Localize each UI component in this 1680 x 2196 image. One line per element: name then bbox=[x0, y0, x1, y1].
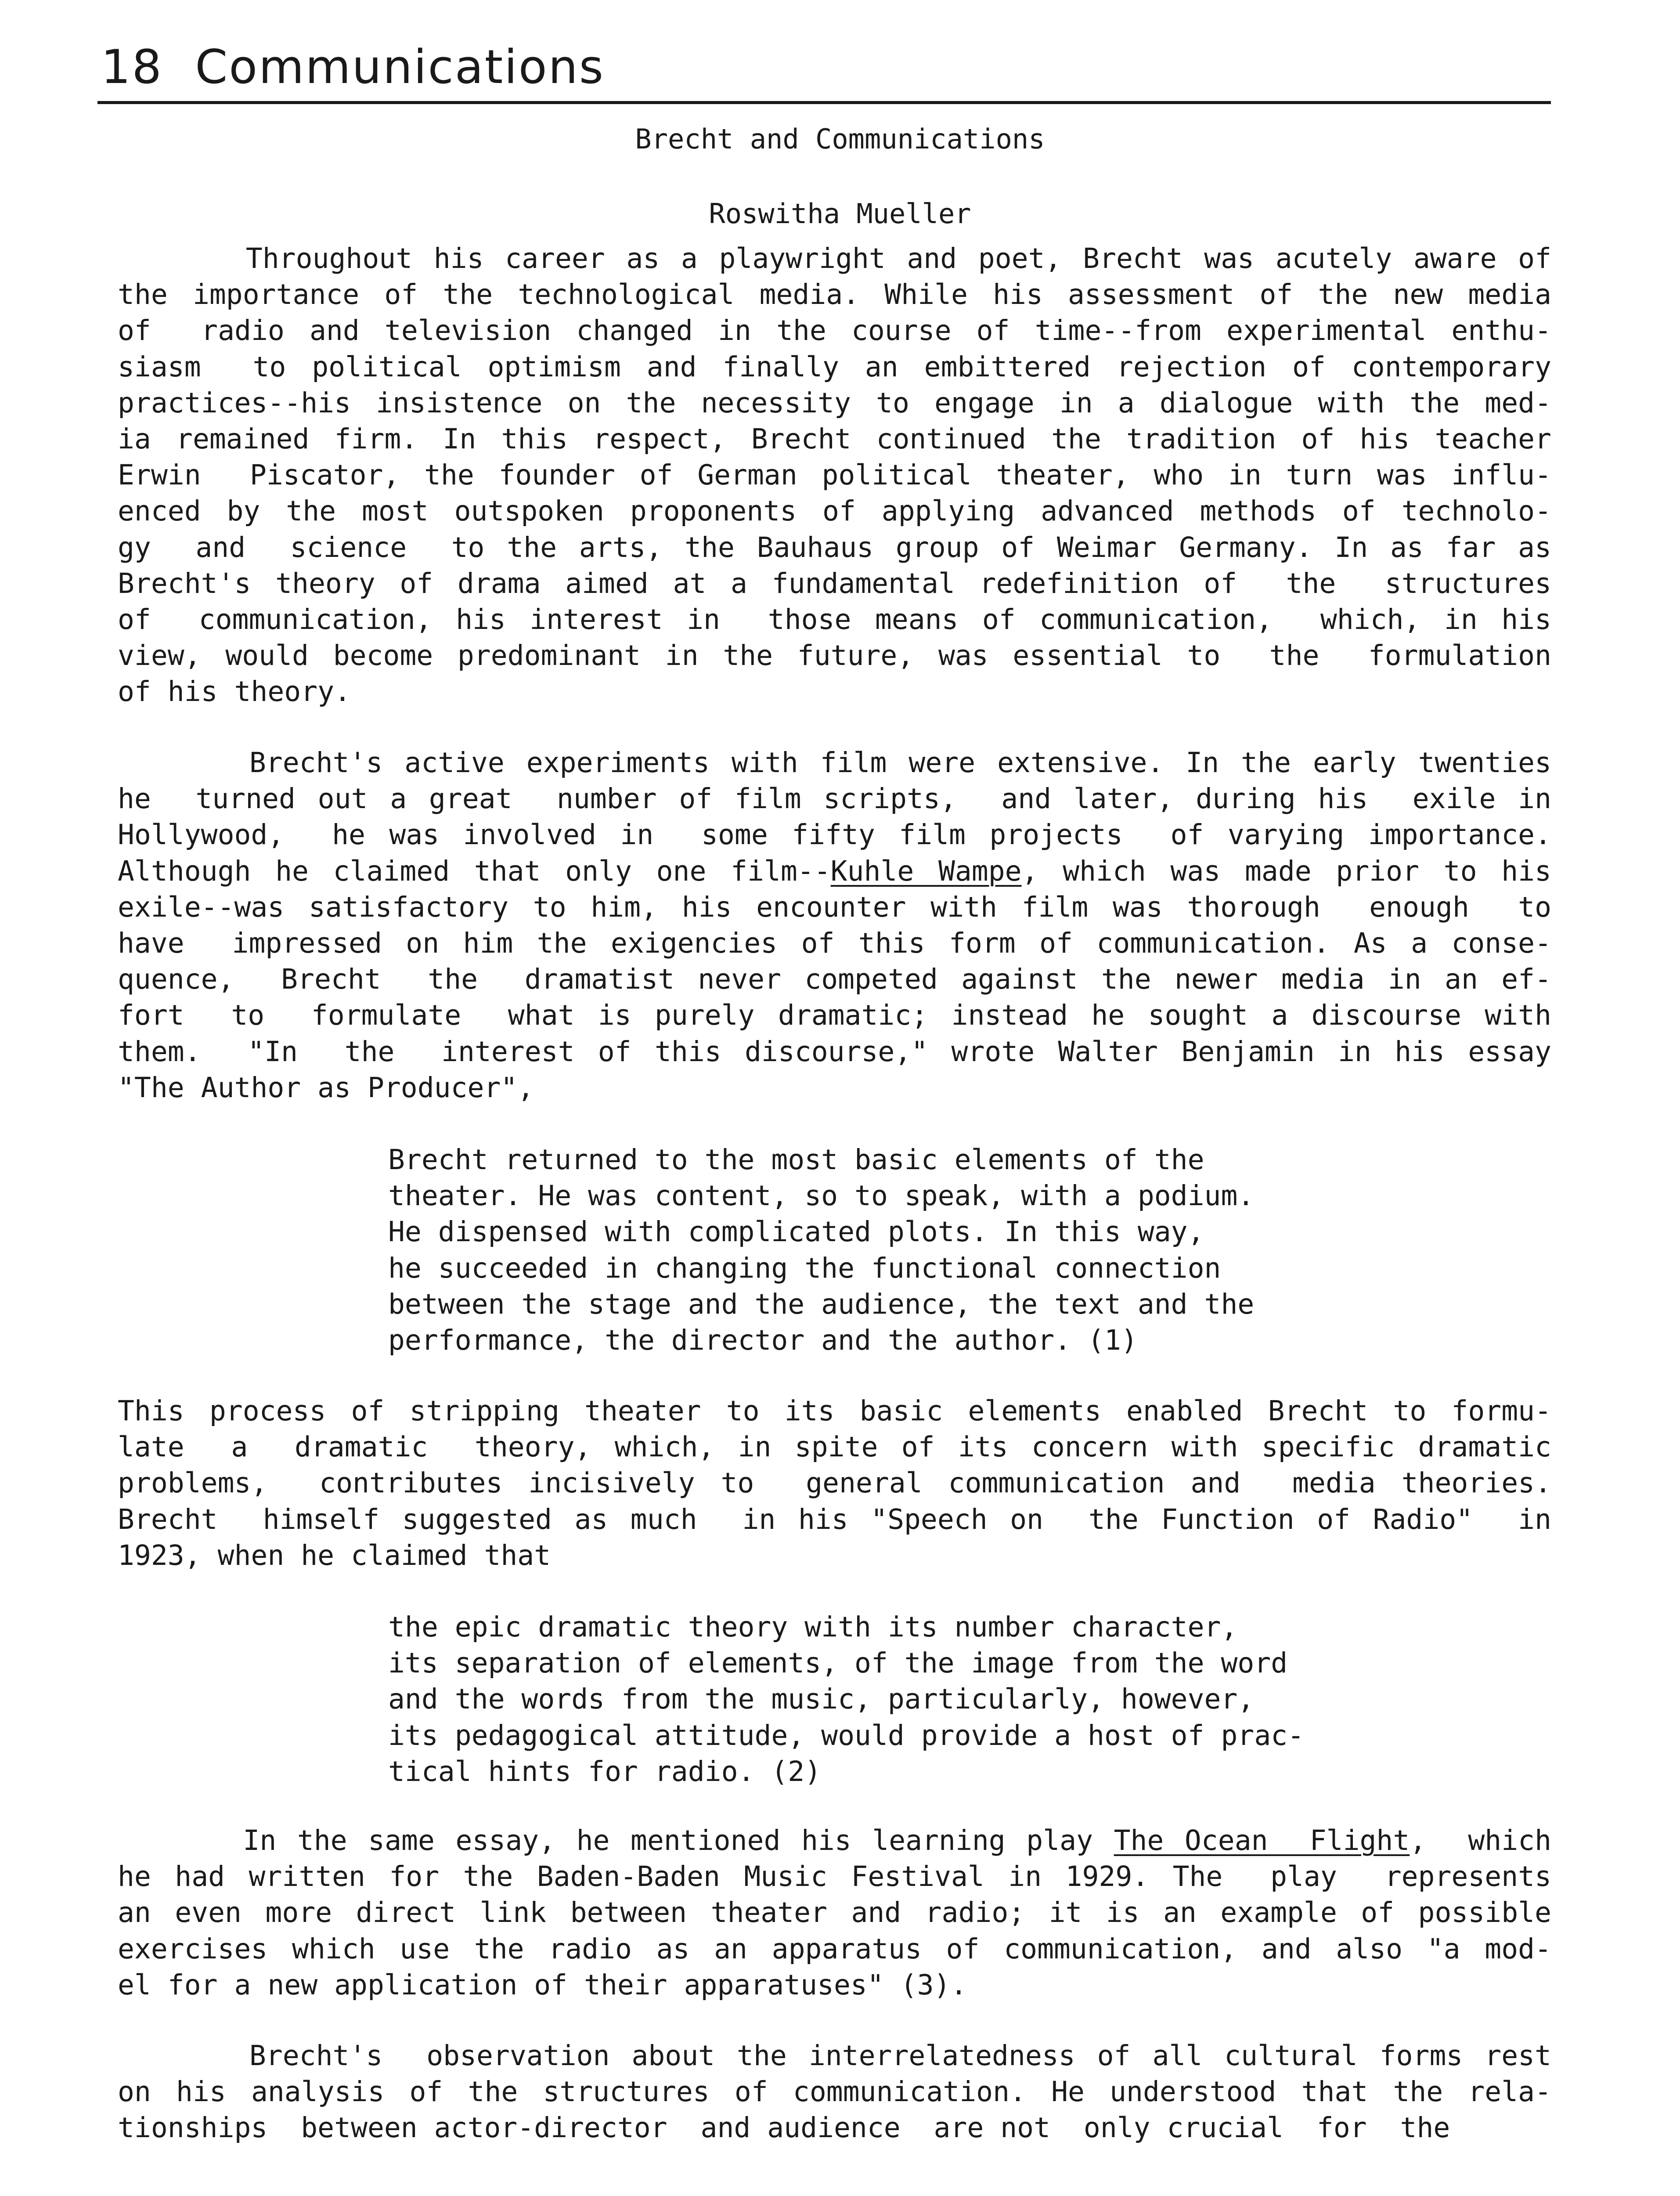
text-line bbox=[118, 853, 1551, 889]
text-line: quence, Brecht the dramatist never competed against the newer media in an ef- bbox=[118, 963, 1551, 996]
text-line: Erwin Piscator, the founder of German political theater, who in turn was influ- bbox=[118, 459, 1551, 491]
block-quote-2 bbox=[388, 1609, 1416, 1790]
text-line: fort to formulate what is purely dramatic; instead he sought a discourse with bbox=[118, 999, 1551, 1032]
article-title: Brecht and Communications bbox=[635, 123, 1045, 155]
text-line: practices--his insistence on the necessity to engage in a dialogue with the med- bbox=[118, 386, 1551, 419]
text-line: 1923, when he claimed that bbox=[118, 1539, 551, 1571]
header-text bbox=[101, 40, 605, 94]
text-line: Brecht's observation about the interrelatedness of all cultural forms rest bbox=[118, 2040, 1551, 2072]
text-line: gy and science to the arts, the Bauhaus group of Weimar Germany. In as far as bbox=[118, 531, 1551, 563]
text-line: the epic dramatic theory with its number character, bbox=[388, 1611, 1238, 1643]
text-line: its separation of elements, of the image from the word bbox=[388, 1647, 1288, 1680]
text-line: Hollywood, he was involved in some fifty film projects of varying importance. bbox=[118, 819, 1551, 851]
text-line: ia remained firm. In this respect, Brecht continued the tradition of his teacher bbox=[118, 423, 1551, 455]
paragraph-1 bbox=[118, 241, 1551, 710]
text-line: Brecht himself suggested as much in his "Speech on the Function of Radio" in bbox=[118, 1503, 1551, 1535]
text-line: He dispensed with complicated plots. In this way, bbox=[388, 1216, 1204, 1248]
text-segment: In the same essay, he mentioned his learning play bbox=[118, 1824, 1114, 1856]
text-line: them. "In the interest of this discourse," wrote Walter Benjamin in his essay bbox=[118, 1035, 1551, 1068]
page-number: 18 bbox=[101, 40, 163, 94]
text-segment: , which bbox=[1410, 1824, 1552, 1856]
paragraph-3 bbox=[118, 1393, 1551, 1574]
text-line: he turned out a great number of film scripts, and later, during his exile in bbox=[118, 783, 1551, 815]
text-line: Brecht returned to the most basic elements of the bbox=[388, 1144, 1204, 1176]
text-line: and the words from the music, particularly, however, bbox=[388, 1683, 1255, 1716]
text-line: he succeeded in changing the functional connection bbox=[388, 1252, 1221, 1284]
text-line: view, would become predominant in the future, was essential to the formulation bbox=[118, 639, 1551, 672]
text-line: problems, contributes incisively to general communication and media theories. bbox=[118, 1467, 1551, 1499]
text-line: of his theory. bbox=[118, 675, 351, 708]
text-line: el for a new application of their apparatuses" (3). bbox=[118, 1968, 967, 2001]
text-line: "The Author as Producer", bbox=[118, 1071, 534, 1104]
section-title: Communications bbox=[195, 40, 605, 94]
text-line: enced by the most outspoken proponents of applying advanced methods of technolo- bbox=[118, 495, 1551, 527]
text-line bbox=[118, 1823, 1551, 1859]
text-line: exercises which use the radio as an apparatus of communication, and also "a mod- bbox=[118, 1932, 1551, 1965]
text-line: Throughout his career as a playwright and poet, Brecht was acutely aware of bbox=[118, 242, 1551, 274]
text-line: exile--was satisfactory to him, his encounter with film was thorough enough to bbox=[118, 891, 1551, 923]
text-line: he had written for the Baden-Baden Music Festival in 1929. The play represents bbox=[118, 1860, 1551, 1893]
text-line: late a dramatic theory, which, in spite of its concern with specific dramatic bbox=[118, 1431, 1551, 1463]
text-line: Brecht's theory of drama aimed at a fundamental redefinition of the structures bbox=[118, 567, 1551, 600]
text-line: performance, the director and the author. (1) bbox=[388, 1324, 1138, 1356]
block-quote-1 bbox=[388, 1142, 1416, 1358]
text-line: tical hints for radio. (2) bbox=[388, 1755, 822, 1788]
text-line: on his analysis of the structures of communication. He understood that the rela- bbox=[118, 2076, 1551, 2108]
text-line: an even more direct link between theater and radio; it is an example of possible bbox=[118, 1896, 1551, 1929]
paragraph-2 bbox=[118, 745, 1551, 1106]
underlined-work-title: Kuhle Wampe bbox=[830, 855, 1022, 887]
text-line: This process of stripping theater to its basic elements enabled Brecht to formu- bbox=[118, 1395, 1551, 1427]
text-line: of radio and television changed in the course of time--from experimental enthu- bbox=[118, 314, 1551, 347]
text-line: tionships between actor-director and audience are not only crucial for the bbox=[118, 2112, 1450, 2144]
article-author: Roswitha Mueller bbox=[709, 198, 971, 230]
text-line: Brecht's active experiments with film were extensive. In the early twenties bbox=[118, 747, 1551, 779]
text-line: of communication, his interest in those means of communication, which, in his bbox=[118, 603, 1551, 636]
text-line: the importance of the technological media. While his assessment of the new media bbox=[118, 278, 1551, 311]
running-header bbox=[97, 39, 1551, 104]
text-line: its pedagogical attitude, would provide a host of prac- bbox=[388, 1719, 1305, 1752]
text-line: theater. He was content, so to speak, with a podium. bbox=[388, 1180, 1255, 1212]
paragraph-5 bbox=[118, 2038, 1551, 2146]
text-line: have impressed on him the exigencies of this form of communication. As a conse- bbox=[118, 927, 1551, 959]
paragraph-4 bbox=[118, 1823, 1551, 2003]
text-segment: Although he claimed that only one film-- bbox=[118, 855, 831, 887]
text-line: siasm to political optimism and finally an embittered rejection of contemporary bbox=[118, 350, 1551, 383]
underlined-work-title: The Ocean Flight bbox=[1114, 1824, 1410, 1856]
text-line: between the stage and the audience, the text and the bbox=[388, 1288, 1255, 1320]
text-segment: , which was made prior to his bbox=[1021, 855, 1551, 887]
